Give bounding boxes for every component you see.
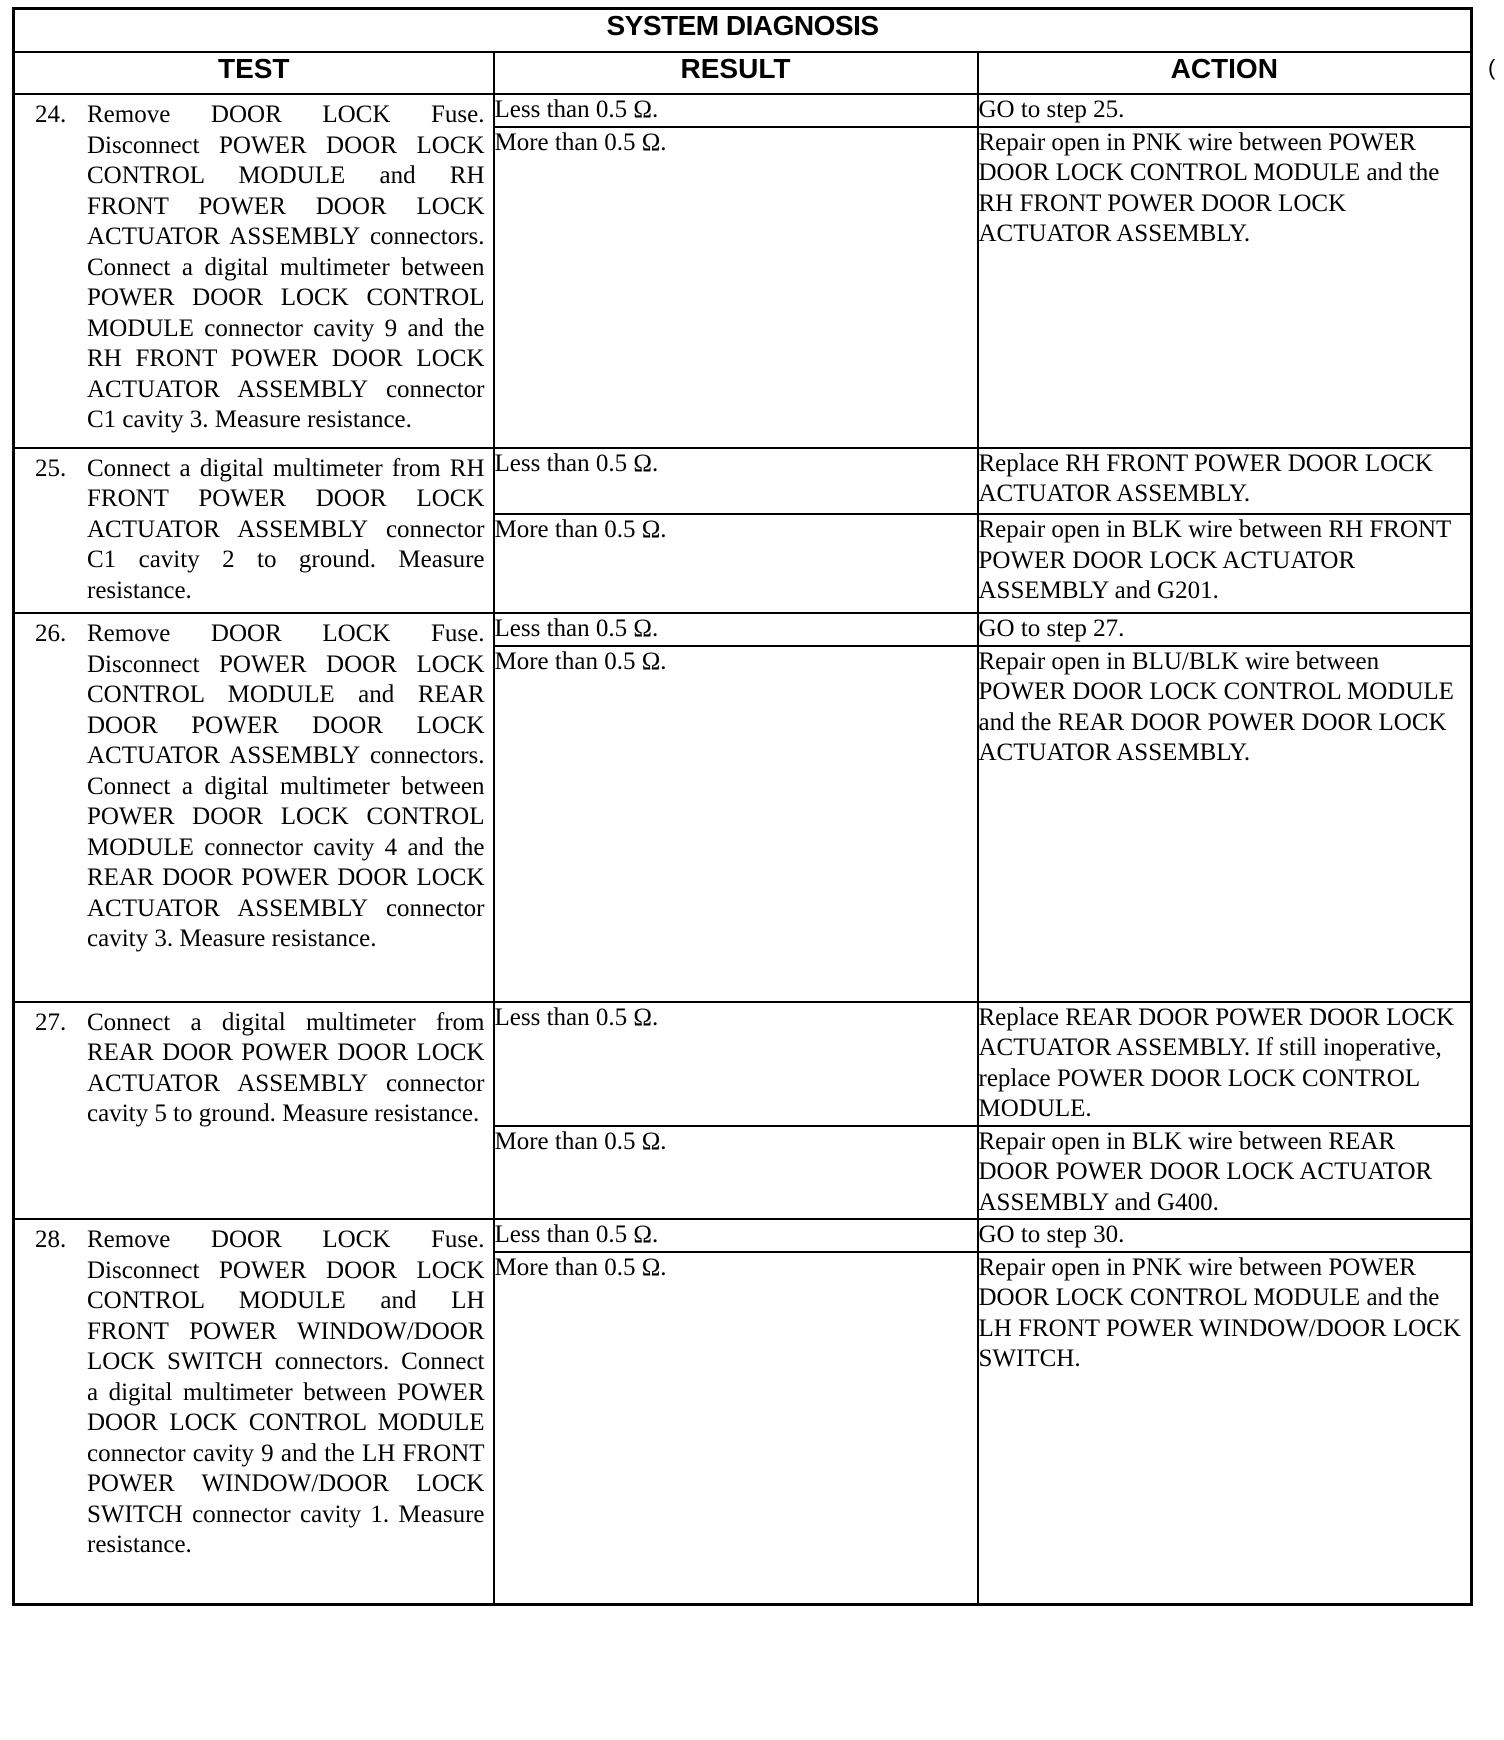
action-cell: Repair open in PNK wire between POWER DOOR LOCK CONTROL MODULE and the RH FRONT POWER DOOR LOCK ACTUATOR ASSEMBLY. bbox=[978, 127, 1472, 448]
result-cell: Less than 0.5 Ω. bbox=[494, 1002, 978, 1126]
result-cell: Less than 0.5 Ω. bbox=[494, 94, 978, 127]
result-cell: More than 0.5 Ω. bbox=[494, 514, 978, 613]
result-cell: More than 0.5 Ω. bbox=[494, 127, 978, 448]
step-test-text: Remove DOOR LOCK Fuse. Disconnect POWER DOOR LOCK CONTROL MODULE and LH FRONT POWER WINDOW/DOOR LOCK SWITCH connectors. Connect a digital multimeter between POWER DOOR LOCK CONTROL MODULE connector cavity 9 and the LH FRONT POWER WINDOW/DOOR LOCK SWITCH connector cavity 1. Measure resistance. bbox=[87, 1226, 485, 1558]
table-title: SYSTEM DIAGNOSIS bbox=[14, 9, 1472, 53]
table-row bbox=[14, 1219, 1472, 1252]
result-cell: Less than 0.5 Ω. bbox=[494, 613, 978, 646]
document-page bbox=[12, 7, 1470, 1606]
test-cell bbox=[14, 1219, 494, 1604]
table-row bbox=[14, 448, 1472, 515]
table-row bbox=[14, 613, 1472, 646]
margin-mark: ( bbox=[1488, 55, 1496, 80]
table-row bbox=[14, 94, 1472, 127]
step-number: 27. bbox=[35, 1008, 67, 1036]
step-test-text: Remove DOOR LOCK Fuse. Disconnect POWER DOOR LOCK CONTROL MODULE and RH FRONT POWER DOOR LOCK ACTUATOR ASSEMBLY connectors. Connect a digital multimeter between POWER DOOR LOCK CONTROL MODULE connector cavity 9 and the RH FRONT POWER DOOR LOCK ACTUATOR ASSEMBLY connector C1 cavity 3. Measure resistance. bbox=[87, 101, 485, 433]
action-cell: Replace REAR DOOR POWER DOOR LOCK ACTUATOR ASSEMBLY. If still inoperative, replace POWER DOOR LOCK CONTROL MODULE. bbox=[978, 1002, 1472, 1126]
test-cell bbox=[14, 94, 494, 448]
test-cell bbox=[14, 448, 494, 614]
result-cell: More than 0.5 Ω. bbox=[494, 1252, 978, 1605]
step-number: 25. bbox=[35, 454, 67, 482]
action-cell: Repair open in BLK wire between RH FRONT POWER DOOR LOCK ACTUATOR ASSEMBLY and G201. bbox=[978, 514, 1472, 613]
step-number: 26. bbox=[35, 620, 67, 647]
action-cell: Replace RH FRONT POWER DOOR LOCK ACTUATOR ASSEMBLY. bbox=[978, 448, 1472, 515]
step-test-text: Connect a digital multimeter from REAR DOOR POWER DOOR LOCK ACTUATOR ASSEMBLY connector cavity 5 to ground. Measure resistance. bbox=[87, 1008, 485, 1127]
result-cell: Less than 0.5 Ω. bbox=[494, 1219, 978, 1252]
action-cell: GO to step 30. bbox=[978, 1219, 1472, 1252]
column-header-action: ACTION bbox=[978, 52, 1472, 94]
test-cell bbox=[14, 613, 494, 1002]
result-cell: More than 0.5 Ω. bbox=[494, 1126, 978, 1220]
step-number: 24. bbox=[35, 101, 67, 128]
action-cell: GO to step 27. bbox=[978, 613, 1472, 646]
system-diagnosis-table bbox=[12, 7, 1473, 1606]
action-cell: Repair open in BLK wire between REAR DOOR POWER DOOR LOCK ACTUATOR ASSEMBLY and G400. bbox=[978, 1126, 1472, 1220]
action-cell: Repair open in BLU/BLK wire between POWER DOOR LOCK CONTROL MODULE and the REAR DOOR POWER DOOR LOCK ACTUATOR ASSEMBLY. bbox=[978, 646, 1472, 1002]
step-number: 28. bbox=[35, 1226, 67, 1253]
result-cell: Less than 0.5 Ω. bbox=[494, 448, 978, 515]
test-cell bbox=[14, 1002, 494, 1220]
action-cell: GO to step 25. bbox=[978, 94, 1472, 127]
column-header-test: TEST bbox=[14, 52, 494, 94]
result-cell: More than 0.5 Ω. bbox=[494, 646, 978, 1002]
step-test-text: Remove DOOR LOCK Fuse. Disconnect POWER DOOR LOCK CONTROL MODULE and REAR DOOR POWER DOOR LOCK ACTUATOR ASSEMBLY connectors. Connect a digital multimeter between POWER DOOR LOCK CONTROL MODULE connector cavity 4 and the REAR DOOR POWER DOOR LOCK ACTUATOR ASSEMBLY connector cavity 3. Measure resistance. bbox=[87, 620, 485, 952]
action-cell: Repair open in PNK wire between POWER DOOR LOCK CONTROL MODULE and the LH FRONT POWER WINDOW/DOOR LOCK SWITCH. bbox=[978, 1252, 1472, 1605]
column-header-result: RESULT bbox=[494, 52, 978, 94]
table-row bbox=[14, 1002, 1472, 1126]
step-test-text: Connect a digital multimeter from RH FRONT POWER DOOR LOCK ACTUATOR ASSEMBLY connector C1 cavity 2 to ground. Measure resistance. bbox=[87, 454, 485, 604]
